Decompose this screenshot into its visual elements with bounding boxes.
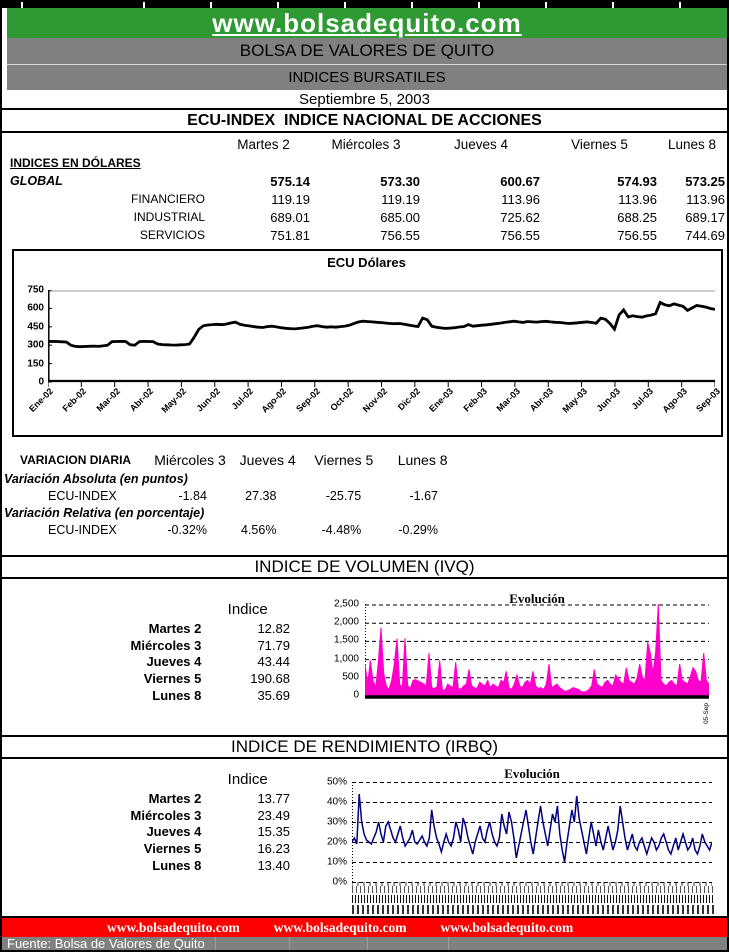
cell-value: 13.40 bbox=[257, 858, 290, 874]
y-tick-label: 0 bbox=[353, 689, 359, 701]
cell-value: 190.68 bbox=[250, 671, 290, 687]
table-row bbox=[2, 670, 292, 687]
day-column-header: Jueves 4 bbox=[453, 136, 509, 152]
row-label: Martes 2 bbox=[148, 620, 202, 636]
x-tick-label: Jul-03 bbox=[629, 386, 656, 412]
day-column-header: Miércoles 3 bbox=[331, 136, 401, 152]
y-tick-label: 20% bbox=[326, 836, 347, 848]
y-tick-label: 500 bbox=[342, 671, 359, 683]
cell-value: 725.62 bbox=[500, 209, 540, 225]
y-tick-label: 600 bbox=[27, 302, 44, 314]
cell-value: 600.67 bbox=[500, 173, 540, 189]
x-tick-label: May-03 bbox=[560, 386, 589, 415]
row-label: Miércoles 3 bbox=[130, 637, 202, 653]
ivq-x-axis-end-label: 05-Sep bbox=[703, 703, 710, 724]
cell-value: 113.96 bbox=[618, 191, 657, 207]
cell-value: 113.96 bbox=[686, 191, 725, 207]
cell-value: 113.96 bbox=[501, 191, 540, 207]
cell-value: 574.93 bbox=[617, 173, 657, 189]
section-label: INDICES EN DÓLARES bbox=[10, 156, 141, 170]
absolute-variation-label: Variación Absoluta (en puntos) bbox=[4, 471, 188, 486]
footer-link-bar bbox=[2, 916, 727, 937]
cell-value: 573.30 bbox=[380, 173, 420, 189]
cell-value: 756.55 bbox=[617, 227, 657, 243]
cell-value: 13.77 bbox=[257, 790, 290, 806]
cell-value: 119.19 bbox=[271, 191, 310, 207]
table-row bbox=[2, 190, 727, 208]
ecu-y-axis bbox=[12, 284, 44, 388]
website-banner[interactable] bbox=[7, 8, 727, 38]
cell-value: 685.00 bbox=[380, 209, 420, 225]
day-column-header: Lunes 8 bbox=[667, 136, 717, 152]
day-column-header: Martes 2 bbox=[237, 136, 290, 152]
cell-value: 119.19 bbox=[381, 191, 420, 207]
cell-value: 575.14 bbox=[270, 173, 310, 189]
x-tick-label: May-02 bbox=[159, 386, 189, 415]
x-tick-label: Abr-03 bbox=[528, 386, 556, 414]
x-tick-label: Feb-02 bbox=[60, 386, 89, 414]
report-title-bar: INDICES BURSATILES bbox=[7, 65, 727, 90]
org-name-bar: BOLSA DE VALORES DE QUITO bbox=[7, 38, 727, 64]
x-tick-label: Mar-02 bbox=[94, 386, 122, 414]
table-row bbox=[2, 687, 292, 704]
x-tick-label: Jul-02 bbox=[229, 386, 256, 412]
ivq-volume-chart bbox=[365, 604, 709, 700]
x-tick-label: Mar-03 bbox=[494, 386, 522, 414]
row-label: Lunes 8 bbox=[152, 688, 202, 704]
cell-value: 16.23 bbox=[257, 841, 290, 857]
cell-divider bbox=[289, 937, 290, 950]
irbq-x-axis-labels-noise bbox=[352, 905, 714, 914]
x-tick-label: Nov-02 bbox=[360, 386, 389, 415]
table-row bbox=[2, 824, 292, 841]
cell-value: 756.55 bbox=[500, 227, 540, 243]
table-row bbox=[2, 857, 292, 874]
cell-divider bbox=[215, 937, 216, 950]
footer-website-link[interactable]: www.bolsadequito.com bbox=[273, 919, 407, 935]
x-tick-label: Jun-03 bbox=[594, 386, 623, 414]
report-date: Septiembre 5, 2003 bbox=[2, 90, 727, 110]
row-label: FINANCIERO bbox=[130, 192, 205, 206]
cell-value: 689.01 bbox=[270, 209, 310, 225]
irbq-x-axis-labels-noise bbox=[352, 886, 714, 893]
cell-value: 15.35 bbox=[257, 824, 290, 840]
table-row bbox=[2, 226, 727, 244]
website-banner-link[interactable]: www.bolsadequito.com bbox=[212, 7, 522, 38]
row-label: Jueves 4 bbox=[146, 824, 202, 840]
y-tick-label: 10% bbox=[326, 856, 347, 868]
y-tick-label: 30% bbox=[326, 816, 347, 828]
cell-value: 23.49 bbox=[257, 807, 290, 823]
row-label: GLOBAL bbox=[10, 174, 63, 188]
row-label: Lunes 8 bbox=[152, 858, 202, 874]
ivq-table bbox=[2, 598, 292, 704]
y-tick-label: 40% bbox=[326, 796, 347, 808]
indices-header-row bbox=[2, 134, 727, 154]
row-label: Martes 2 bbox=[148, 790, 202, 806]
footer-website-link[interactable]: www.bolsadequito.com bbox=[107, 919, 240, 935]
cell-value: -0.32% bbox=[167, 522, 207, 537]
cell-value: 751.81 bbox=[270, 227, 310, 243]
cell-value: 71.79 bbox=[257, 637, 290, 653]
cell-divider bbox=[367, 937, 368, 950]
table-row bbox=[2, 620, 292, 637]
cell-value: 43.44 bbox=[257, 654, 290, 670]
table-row bbox=[2, 172, 727, 190]
x-tick-label: Ene-03 bbox=[427, 386, 456, 414]
y-tick-label: 0 bbox=[38, 376, 44, 388]
irbq-x-axis-labels-noise bbox=[352, 895, 714, 903]
row-label: SERVICIOS bbox=[139, 228, 205, 242]
day-column-header: Miércoles 3 bbox=[154, 451, 226, 468]
cell-value: 573.25 bbox=[685, 173, 725, 189]
main-title: ECU-INDEX INDICE NACIONAL DE ACCIONES bbox=[2, 110, 727, 133]
cell-value: 35.69 bbox=[257, 688, 290, 704]
day-column-header: Viernes 5 bbox=[571, 136, 628, 152]
y-tick-label: 450 bbox=[27, 321, 44, 333]
y-tick-label: 150 bbox=[27, 358, 44, 370]
row-label: ECU-INDEX bbox=[48, 522, 117, 537]
x-tick-label: Sep-02 bbox=[293, 386, 322, 414]
ecu-x-axis bbox=[27, 386, 723, 434]
row-label: ECU-INDEX bbox=[48, 488, 117, 503]
footer-website-link[interactable]: www.bolsadequito.com bbox=[440, 919, 574, 935]
cell-value: 12.82 bbox=[257, 620, 290, 636]
y-tick-label: 1,500 bbox=[333, 634, 359, 646]
cell-value: -25.75 bbox=[325, 488, 362, 503]
row-label: Viernes 5 bbox=[143, 671, 202, 687]
x-tick-label: Ago-03 bbox=[660, 386, 689, 415]
table-row bbox=[2, 790, 292, 807]
x-tick-label: Abr-02 bbox=[127, 386, 156, 414]
ecu-index-line-chart bbox=[48, 290, 715, 388]
day-column-header: Lunes 8 bbox=[397, 451, 448, 468]
y-tick-label: 300 bbox=[27, 339, 44, 351]
irbq-table bbox=[2, 768, 292, 874]
ivq-chart-title: Evolución bbox=[509, 591, 565, 606]
source-bar: Fuente: Bolsa de Valores de Quito bbox=[2, 937, 729, 950]
table-row bbox=[2, 840, 292, 857]
day-column-header: Viernes 5 bbox=[314, 451, 374, 468]
variacion-title: VARIACION DIARIA bbox=[19, 452, 132, 467]
variacion-diaria-table bbox=[2, 449, 462, 538]
cell-value: 688.25 bbox=[617, 209, 657, 225]
irbq-yield-chart bbox=[352, 782, 712, 888]
x-tick-label: Ene-02 bbox=[27, 386, 56, 414]
cell-value: -4.48% bbox=[321, 522, 362, 537]
irbq-y-axis bbox=[314, 776, 347, 888]
table-row bbox=[2, 637, 292, 654]
row-label: Jueves 4 bbox=[146, 654, 202, 670]
table-row bbox=[2, 654, 292, 671]
cell-value: 689.17 bbox=[685, 209, 725, 225]
irbq-column-header: Indice bbox=[227, 770, 268, 788]
ivq-y-axis bbox=[317, 598, 359, 701]
y-tick-label: 750 bbox=[27, 284, 44, 296]
irbq-section-title: INDICE DE RENDIMIENTO (IRBQ) bbox=[2, 735, 727, 759]
row-label: INDUSTRIAL bbox=[133, 210, 205, 224]
indices-table bbox=[2, 134, 727, 244]
x-tick-label: Feb-03 bbox=[461, 386, 489, 414]
cell-value: 4.56% bbox=[241, 522, 277, 537]
y-tick-label: 0% bbox=[332, 876, 347, 888]
y-tick-label: 50% bbox=[326, 776, 347, 788]
cell-value: -1.84 bbox=[178, 488, 207, 503]
x-tick-label: Sep-03 bbox=[694, 386, 723, 414]
x-tick-label: Ago-02 bbox=[259, 386, 289, 415]
cell-divider bbox=[448, 937, 449, 950]
relative-variation-label: Variación Relativa (en porcentaje) bbox=[4, 505, 205, 520]
x-tick-label: Jun-02 bbox=[194, 386, 222, 414]
ecu-chart-title: ECU Dólares bbox=[327, 255, 406, 270]
table-row bbox=[2, 521, 462, 538]
ivq-section-title: INDICE DE VOLUMEN (IVQ) bbox=[2, 555, 727, 579]
y-tick-label: 1,000 bbox=[333, 653, 359, 665]
table-row bbox=[2, 487, 462, 504]
row-label: Miércoles 3 bbox=[130, 807, 202, 823]
table-row bbox=[2, 208, 727, 226]
variacion-header-row bbox=[2, 449, 462, 470]
row-label: Viernes 5 bbox=[143, 841, 202, 857]
y-tick-label: 2,000 bbox=[333, 616, 359, 628]
cell-value: 744.69 bbox=[685, 227, 725, 243]
y-tick-label: 2,500 bbox=[333, 598, 359, 610]
cell-value: -1.67 bbox=[409, 488, 438, 503]
x-tick-label: Oct-02 bbox=[328, 386, 356, 413]
cell-value: 756.55 bbox=[380, 227, 420, 243]
ivq-column-header: Indice bbox=[227, 600, 268, 618]
cell-value: 27.38 bbox=[245, 488, 277, 503]
table-row bbox=[2, 807, 292, 824]
day-column-header: Jueves 4 bbox=[239, 451, 296, 468]
cell-value: -0.29% bbox=[398, 522, 438, 537]
x-tick-label: Dic-02 bbox=[395, 386, 422, 413]
irbq-chart-title: Evolución bbox=[504, 766, 560, 781]
